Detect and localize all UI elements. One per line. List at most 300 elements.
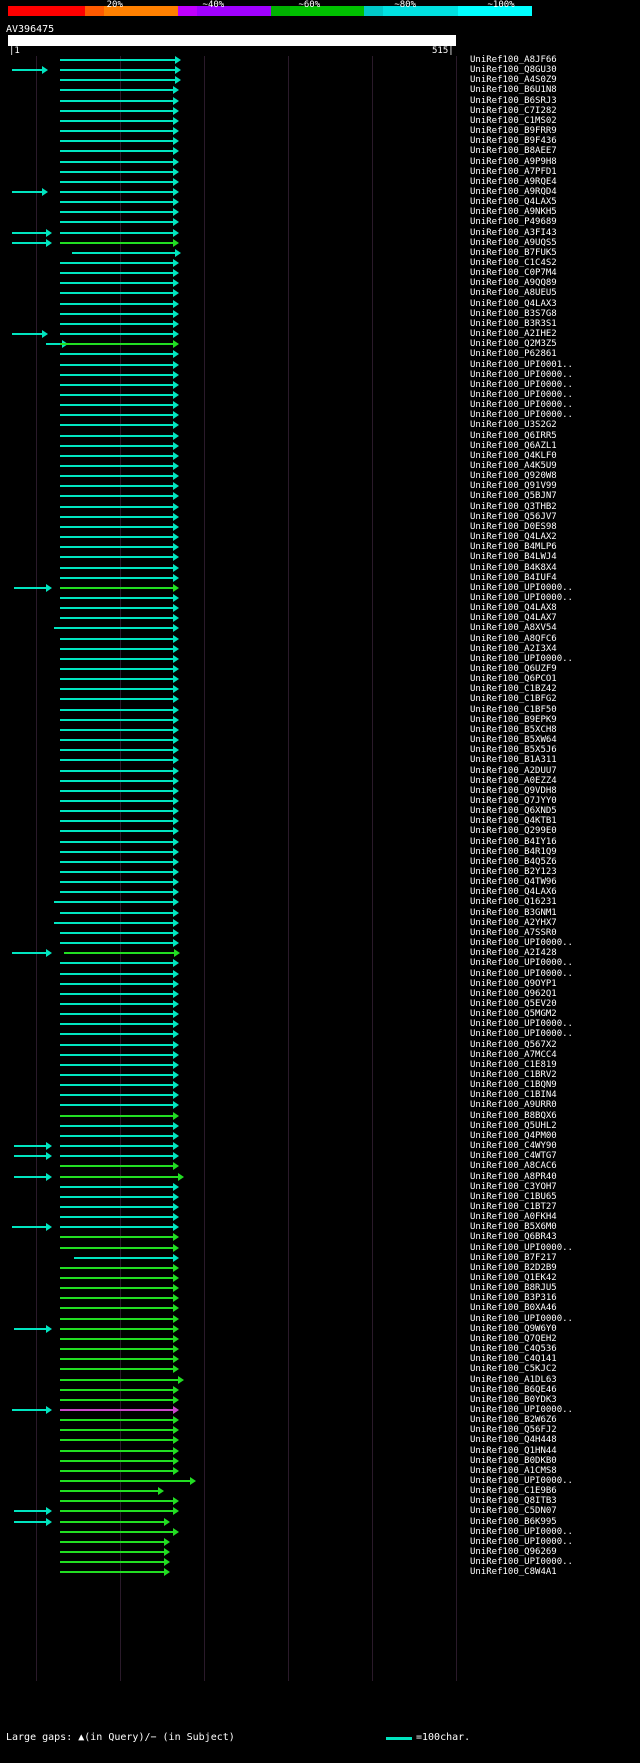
- alignment-row[interactable]: [0, 1274, 640, 1283]
- alignment-segment[interactable]: [60, 719, 173, 721]
- alignment-segment[interactable]: [60, 800, 173, 802]
- hit-label[interactable]: UniRef100_Q4H448: [470, 1435, 557, 1446]
- alignment-segment-lead[interactable]: [14, 1510, 46, 1512]
- alignment-segment[interactable]: [60, 516, 173, 518]
- alignment-segment[interactable]: [60, 1003, 173, 1005]
- alignment-segment[interactable]: [60, 424, 173, 426]
- hit-label[interactable]: UniRef100_B6K995: [470, 1516, 557, 1527]
- hit-label[interactable]: UniRef100_UPI0000..: [470, 582, 573, 593]
- hit-label[interactable]: UniRef100_A8XV54: [470, 623, 557, 634]
- alignment-segment[interactable]: [60, 455, 173, 457]
- alignment-segment[interactable]: [60, 1480, 190, 1482]
- alignment-row[interactable]: [0, 848, 640, 857]
- alignment-segment[interactable]: [60, 1115, 173, 1117]
- alignment-segment[interactable]: [60, 1186, 173, 1188]
- alignment-row[interactable]: [0, 401, 640, 410]
- alignment-row[interactable]: [0, 1173, 640, 1182]
- hit-label[interactable]: UniRef100_UPI0000..: [470, 1019, 573, 1030]
- alignment-segment[interactable]: [60, 861, 173, 863]
- alignment-row[interactable]: [0, 188, 640, 197]
- alignment-segment[interactable]: [60, 1216, 173, 1218]
- hit-label[interactable]: UniRef100_B3P316: [470, 1293, 557, 1304]
- alignment-segment[interactable]: [60, 1064, 173, 1066]
- alignment-row[interactable]: [0, 1304, 640, 1313]
- alignment-row[interactable]: [0, 158, 640, 167]
- alignment-row[interactable]: [0, 421, 640, 430]
- hit-label[interactable]: UniRef100_B9FRR9: [470, 126, 557, 137]
- alignment-row[interactable]: [0, 523, 640, 532]
- hit-label[interactable]: UniRef100_A3FI43: [470, 227, 557, 238]
- alignment-row[interactable]: [0, 472, 640, 481]
- alignment-row[interactable]: [0, 726, 640, 735]
- alignment-row[interactable]: [0, 208, 640, 217]
- alignment-segment[interactable]: [60, 1450, 173, 1452]
- hit-label[interactable]: UniRef100_A9RQD4: [470, 186, 557, 197]
- alignment-segment[interactable]: [60, 709, 173, 711]
- alignment-row[interactable]: [0, 279, 640, 288]
- hit-label[interactable]: UniRef100_UPI0000..: [470, 1313, 573, 1324]
- alignment-row[interactable]: [0, 1030, 640, 1039]
- hit-label[interactable]: UniRef100_Q6IRR5: [470, 430, 557, 441]
- hit-label[interactable]: UniRef100_A9URR0: [470, 1100, 557, 1111]
- alignment-segment[interactable]: [60, 323, 173, 325]
- alignment-segment[interactable]: [60, 89, 173, 91]
- hit-label[interactable]: UniRef100_Q5MGM2: [470, 1009, 557, 1020]
- hit-label[interactable]: UniRef100_Q9W6Y0: [470, 1323, 557, 1334]
- alignment-row[interactable]: [0, 1325, 640, 1334]
- alignment-segment-lead[interactable]: [12, 1409, 46, 1411]
- alignment-row[interactable]: [0, 1528, 640, 1537]
- hit-label[interactable]: UniRef100_C4WTG7: [470, 1151, 557, 1162]
- alignment-row[interactable]: [0, 1254, 640, 1263]
- alignment-row[interactable]: [0, 198, 640, 207]
- alignment-segment[interactable]: [60, 445, 173, 447]
- hit-label[interactable]: UniRef100_C1MS02: [470, 115, 557, 126]
- alignment-row[interactable]: [0, 777, 640, 786]
- alignment-segment[interactable]: [60, 1571, 164, 1573]
- alignment-segment[interactable]: [60, 1328, 173, 1330]
- alignment-segment[interactable]: [60, 313, 173, 315]
- alignment-row[interactable]: [0, 980, 640, 989]
- alignment-segment[interactable]: [60, 973, 173, 975]
- hit-label[interactable]: UniRef100_Q4LAX8: [470, 603, 557, 614]
- alignment-segment[interactable]: [60, 69, 175, 71]
- alignment-row[interactable]: [0, 350, 640, 359]
- hit-label[interactable]: UniRef100_UPI0000..: [470, 1536, 573, 1547]
- alignment-row[interactable]: [0, 462, 640, 471]
- hit-label[interactable]: UniRef100_Q6UZF9: [470, 664, 557, 674]
- alignment-row[interactable]: [0, 492, 640, 501]
- alignment-row[interactable]: [0, 411, 640, 420]
- alignment-segment[interactable]: [60, 1044, 173, 1046]
- hit-label[interactable]: UniRef100_B6SRJ3: [470, 95, 557, 106]
- alignment-segment[interactable]: [54, 627, 173, 629]
- hit-label[interactable]: UniRef100_UPI0000..: [470, 1476, 573, 1486]
- alignment-row[interactable]: [0, 1548, 640, 1557]
- alignment-segment[interactable]: [60, 201, 173, 203]
- alignment-row[interactable]: [0, 452, 640, 461]
- alignment-segment[interactable]: [60, 810, 173, 812]
- alignment-segment-lead[interactable]: [14, 1328, 46, 1330]
- hit-label[interactable]: UniRef100_B2Y123: [470, 867, 557, 877]
- hit-label[interactable]: UniRef100_A8PR40: [470, 1171, 557, 1182]
- alignment-segment[interactable]: [60, 1561, 164, 1563]
- alignment-row[interactable]: [0, 1477, 640, 1486]
- alignment-segment[interactable]: [60, 1104, 173, 1106]
- alignment-row[interactable]: [0, 56, 640, 65]
- alignment-row[interactable]: [0, 919, 640, 928]
- hit-label[interactable]: UniRef100_B9EPK9: [470, 714, 557, 725]
- alignment-row[interactable]: [0, 1386, 640, 1395]
- hit-label[interactable]: UniRef100_A1CMS8: [470, 1465, 557, 1476]
- alignment-segment[interactable]: [60, 526, 173, 528]
- hit-label[interactable]: UniRef100_B8AEE7: [470, 146, 557, 157]
- alignment-row[interactable]: [0, 218, 640, 227]
- alignment-segment[interactable]: [60, 658, 173, 660]
- hit-label[interactable]: UniRef100_A9NKH5: [470, 207, 557, 218]
- alignment-segment[interactable]: [60, 1490, 158, 1492]
- hit-label[interactable]: UniRef100_A0FKH4: [470, 1212, 557, 1223]
- alignment-segment[interactable]: [60, 130, 173, 132]
- alignment-row[interactable]: [0, 533, 640, 542]
- alignment-segment[interactable]: [60, 739, 173, 741]
- alignment-segment[interactable]: [60, 404, 173, 406]
- alignment-segment[interactable]: [60, 100, 173, 102]
- alignment-row[interactable]: [0, 1122, 640, 1131]
- alignment-segment-lead[interactable]: [12, 232, 46, 234]
- alignment-segment[interactable]: [60, 648, 173, 650]
- hit-label[interactable]: UniRef100_A9UQS5: [470, 237, 557, 248]
- alignment-segment[interactable]: [60, 1318, 173, 1320]
- hit-label[interactable]: UniRef100_A7PFD1: [470, 166, 557, 177]
- hit-label[interactable]: UniRef100_A8CAC6: [470, 1161, 557, 1172]
- hit-label[interactable]: UniRef100_B3GNM1: [470, 907, 557, 918]
- alignment-segment[interactable]: [60, 120, 173, 122]
- hit-label[interactable]: UniRef100_B5XW64: [470, 735, 557, 746]
- alignment-segment[interactable]: [60, 1510, 173, 1512]
- hit-label[interactable]: UniRef100_B6U1N8: [470, 85, 557, 96]
- alignment-segment[interactable]: [60, 161, 173, 163]
- alignment-row[interactable]: [0, 838, 640, 847]
- alignment-row[interactable]: [0, 645, 640, 654]
- alignment-segment[interactable]: [60, 1084, 173, 1086]
- alignment-row[interactable]: [0, 442, 640, 451]
- hit-label[interactable]: UniRef100_A2DUU7: [470, 765, 557, 776]
- hit-label[interactable]: UniRef100_C1C4S2: [470, 258, 557, 268]
- alignment-segment[interactable]: [60, 983, 173, 985]
- alignment-row[interactable]: [0, 1193, 640, 1202]
- alignment-segment[interactable]: [60, 1521, 164, 1523]
- alignment-segment[interactable]: [60, 841, 173, 843]
- alignment-row[interactable]: [0, 574, 640, 583]
- alignment-segment[interactable]: [60, 1135, 173, 1137]
- hit-label[interactable]: UniRef100_Q6BR43: [470, 1232, 557, 1243]
- alignment-row[interactable]: [0, 249, 640, 258]
- alignment-row[interactable]: [0, 432, 640, 441]
- hit-label[interactable]: UniRef100_A0EZZ4: [470, 775, 557, 786]
- hit-label[interactable]: UniRef100_C4WY90: [470, 1141, 557, 1152]
- alignment-row[interactable]: [0, 736, 640, 745]
- alignment-segment[interactable]: [60, 435, 173, 437]
- alignment-row[interactable]: [0, 1507, 640, 1516]
- hit-label[interactable]: UniRef100_Q4LAX5: [470, 197, 557, 208]
- alignment-row[interactable]: [0, 1213, 640, 1222]
- hit-label[interactable]: UniRef100_UPI0001..: [470, 359, 573, 370]
- hit-label[interactable]: UniRef100_Q7QEH2: [470, 1333, 557, 1344]
- alignment-segment[interactable]: [60, 1551, 164, 1553]
- hit-label[interactable]: UniRef100_Q4LAX7: [470, 613, 557, 624]
- alignment-segment-lead[interactable]: [12, 191, 42, 193]
- alignment-row[interactable]: [0, 1152, 640, 1161]
- alignment-segment[interactable]: [54, 901, 173, 903]
- hit-label[interactable]: UniRef100_C1BFG2: [470, 694, 557, 705]
- alignment-row[interactable]: [0, 1497, 640, 1506]
- alignment-row[interactable]: [0, 1000, 640, 1009]
- hit-label[interactable]: UniRef100_Q962Q1: [470, 988, 557, 999]
- hit-label[interactable]: UniRef100_B4IY16: [470, 836, 557, 847]
- alignment-segment[interactable]: [60, 1338, 173, 1340]
- hit-label[interactable]: UniRef100_B4LWJ4: [470, 552, 557, 563]
- hit-label[interactable]: UniRef100_U3S2G2: [470, 420, 557, 431]
- alignment-segment[interactable]: [60, 272, 173, 274]
- alignment-segment[interactable]: [60, 1196, 173, 1198]
- hit-label[interactable]: UniRef100_Q8ITB3: [470, 1496, 557, 1507]
- hit-label[interactable]: UniRef100_B3S7G8: [470, 308, 557, 319]
- alignment-segment[interactable]: [60, 1379, 178, 1381]
- hit-label[interactable]: UniRef100_C5KJC2: [470, 1364, 557, 1375]
- alignment-row[interactable]: [0, 756, 640, 765]
- alignment-segment[interactable]: [60, 1409, 173, 1411]
- alignment-segment[interactable]: [60, 374, 173, 376]
- alignment-segment[interactable]: [54, 922, 173, 924]
- hit-label[interactable]: UniRef100_B6QE46: [470, 1384, 557, 1395]
- alignment-row[interactable]: [0, 1071, 640, 1080]
- hit-label[interactable]: UniRef100_B0DKB0: [470, 1455, 557, 1466]
- alignment-segment[interactable]: [60, 567, 173, 569]
- alignment-segment[interactable]: [60, 962, 173, 964]
- alignment-row[interactable]: [0, 482, 640, 491]
- alignment-segment[interactable]: [60, 110, 173, 112]
- hit-label[interactable]: UniRef100_B2D2B9: [470, 1262, 557, 1273]
- alignment-segment[interactable]: [60, 749, 173, 751]
- hit-label[interactable]: UniRef100_Q8GU30: [470, 65, 557, 76]
- alignment-row[interactable]: [0, 1457, 640, 1466]
- alignment-row[interactable]: [0, 117, 640, 126]
- hit-label[interactable]: UniRef100_B8BQX6: [470, 1110, 557, 1121]
- alignment-segment[interactable]: [60, 475, 173, 477]
- alignment-segment[interactable]: [60, 1023, 173, 1025]
- hit-label[interactable]: UniRef100_Q299E0: [470, 826, 557, 837]
- alignment-row[interactable]: [0, 239, 640, 248]
- alignment-row[interactable]: [0, 1315, 640, 1324]
- hit-label[interactable]: UniRef100_A1DL63: [470, 1374, 557, 1385]
- alignment-row[interactable]: [0, 909, 640, 918]
- alignment-row[interactable]: [0, 1436, 640, 1445]
- hit-label[interactable]: UniRef100_Q7JYY0: [470, 795, 557, 806]
- hit-label[interactable]: UniRef100_Q56JV7: [470, 511, 557, 522]
- alignment-row[interactable]: [0, 594, 640, 603]
- alignment-row[interactable]: [0, 76, 640, 85]
- hit-label[interactable]: UniRef100_B4K8X4: [470, 562, 557, 573]
- alignment-segment[interactable]: [60, 851, 173, 853]
- hit-label[interactable]: UniRef100_UPI0000..: [470, 1557, 573, 1568]
- alignment-segment[interactable]: [60, 495, 173, 497]
- alignment-row[interactable]: [0, 543, 640, 552]
- hit-label[interactable]: UniRef100_A2IHE2: [470, 329, 557, 340]
- alignment-row[interactable]: [0, 949, 640, 958]
- alignment-row[interactable]: [0, 1416, 640, 1425]
- alignment-segment[interactable]: [60, 1297, 173, 1299]
- alignment-row[interactable]: [0, 797, 640, 806]
- alignment-row[interactable]: [0, 97, 640, 106]
- hit-label[interactable]: UniRef100_Q4KLF0: [470, 450, 557, 461]
- hit-label[interactable]: UniRef100_B5X5J6: [470, 745, 557, 756]
- alignment-segment[interactable]: [60, 506, 173, 508]
- alignment-segment[interactable]: [60, 556, 173, 558]
- alignment-row[interactable]: [0, 361, 640, 370]
- alignment-row[interactable]: [0, 939, 640, 948]
- alignment-segment[interactable]: [60, 1358, 173, 1360]
- alignment-row[interactable]: [0, 381, 640, 390]
- alignment-segment[interactable]: [60, 932, 173, 934]
- hit-label[interactable]: UniRef100_Q9VDH8: [470, 785, 557, 796]
- hit-label[interactable]: UniRef100_C3YOH7: [470, 1181, 557, 1192]
- alignment-row[interactable]: [0, 513, 640, 522]
- hit-label[interactable]: UniRef100_Q5EV20: [470, 998, 557, 1009]
- alignment-row[interactable]: [0, 1335, 640, 1344]
- alignment-segment[interactable]: [60, 1236, 173, 1238]
- alignment-segment[interactable]: [60, 242, 173, 244]
- alignment-row[interactable]: [0, 1101, 640, 1110]
- alignment-row[interactable]: [0, 1233, 640, 1242]
- alignment-segment[interactable]: [60, 394, 173, 396]
- alignment-row[interactable]: [0, 107, 640, 116]
- alignment-row[interactable]: [0, 624, 640, 633]
- alignment-segment[interactable]: [60, 1368, 173, 1370]
- alignment-row[interactable]: [0, 1467, 640, 1476]
- alignment-row[interactable]: [0, 604, 640, 613]
- alignment-segment[interactable]: [60, 1094, 173, 1096]
- alignment-row[interactable]: [0, 959, 640, 968]
- hit-label[interactable]: UniRef100_B4Q5Z6: [470, 856, 557, 867]
- alignment-segment[interactable]: [60, 830, 173, 832]
- hit-label[interactable]: UniRef100_C1BQN9: [470, 1080, 557, 1091]
- alignment-segment[interactable]: [60, 1267, 173, 1269]
- alignment-segment-lead[interactable]: [14, 587, 46, 589]
- hit-label[interactable]: UniRef100_A8JF66: [470, 55, 557, 65]
- alignment-row[interactable]: [0, 1264, 640, 1273]
- alignment-row[interactable]: [0, 1518, 640, 1527]
- alignment-row[interactable]: [0, 147, 640, 156]
- hit-label[interactable]: UniRef100_P49689: [470, 217, 557, 228]
- alignment-segment[interactable]: [60, 303, 173, 305]
- hit-label[interactable]: UniRef100_C1BIN4: [470, 1090, 557, 1101]
- alignment-segment[interactable]: [60, 1074, 173, 1076]
- alignment-segment[interactable]: [60, 1206, 173, 1208]
- hit-label[interactable]: UniRef100_C1BU65: [470, 1191, 557, 1202]
- alignment-segment[interactable]: [60, 364, 173, 366]
- alignment-segment[interactable]: [60, 292, 173, 294]
- alignment-segment[interactable]: [60, 759, 173, 761]
- hit-label[interactable]: UniRef100_Q567X2: [470, 1039, 557, 1050]
- alignment-row[interactable]: [0, 807, 640, 816]
- alignment-segment[interactable]: [60, 262, 173, 264]
- hit-label[interactable]: UniRef100_UPI0000..: [470, 1242, 573, 1253]
- hit-label[interactable]: UniRef100_UPI0000..: [470, 968, 573, 979]
- alignment-row[interactable]: [0, 66, 640, 75]
- alignment-row[interactable]: [0, 1355, 640, 1364]
- hit-label[interactable]: UniRef100_Q6PCO1: [470, 674, 557, 685]
- alignment-segment-lead[interactable]: [12, 69, 42, 71]
- alignment-row[interactable]: [0, 1162, 640, 1171]
- alignment-segment[interactable]: [60, 384, 173, 386]
- alignment-row[interactable]: [0, 1568, 640, 1577]
- alignment-row[interactable]: [0, 868, 640, 877]
- alignment-segment[interactable]: [60, 1287, 173, 1289]
- alignment-row[interactable]: [0, 86, 640, 95]
- alignment-segment[interactable]: [60, 1033, 173, 1035]
- alignment-row[interactable]: [0, 1091, 640, 1100]
- alignment-segment[interactable]: [60, 140, 173, 142]
- alignment-row[interactable]: [0, 1223, 640, 1232]
- hit-label[interactable]: UniRef100_UPI0000..: [470, 653, 573, 664]
- alignment-segment[interactable]: [60, 1307, 173, 1309]
- alignment-segment[interactable]: [60, 1247, 173, 1249]
- alignment-segment-lead[interactable]: [14, 1145, 46, 1147]
- hit-label[interactable]: UniRef100_C5DN07: [470, 1506, 557, 1517]
- alignment-row[interactable]: [0, 1132, 640, 1141]
- alignment-segment-lead[interactable]: [14, 1521, 46, 1523]
- alignment-segment[interactable]: [60, 1013, 173, 1015]
- hit-label[interactable]: UniRef100_UPI0000..: [470, 389, 573, 400]
- hit-label[interactable]: UniRef100_UPI0000..: [470, 379, 573, 390]
- alignment-row[interactable]: [0, 665, 640, 674]
- alignment-row[interactable]: [0, 1081, 640, 1090]
- alignment-segment[interactable]: [60, 1429, 173, 1431]
- alignment-segment[interactable]: [60, 211, 173, 213]
- alignment-segment[interactable]: [60, 59, 175, 61]
- hit-label[interactable]: UniRef100_B0XA46: [470, 1303, 557, 1314]
- alignment-segment[interactable]: [60, 729, 173, 731]
- alignment-segment[interactable]: [60, 1226, 173, 1228]
- alignment-segment[interactable]: [60, 1399, 173, 1401]
- hit-label[interactable]: UniRef100_Q5UHL2: [470, 1120, 557, 1131]
- alignment-row[interactable]: [0, 503, 640, 512]
- alignment-segment[interactable]: [60, 546, 173, 548]
- alignment-segment[interactable]: [60, 688, 173, 690]
- alignment-segment[interactable]: [74, 1257, 173, 1259]
- alignment-row[interactable]: [0, 300, 640, 309]
- alignment-segment-lead[interactable]: [12, 1226, 46, 1228]
- alignment-row[interactable]: [0, 330, 640, 339]
- alignment-row[interactable]: [0, 320, 640, 329]
- alignment-segment[interactable]: [60, 414, 173, 416]
- alignment-segment-lead[interactable]: [12, 952, 46, 954]
- alignment-row[interactable]: [0, 970, 640, 979]
- hit-label[interactable]: UniRef100_B1A311: [470, 755, 557, 766]
- alignment-segment[interactable]: [60, 577, 173, 579]
- hit-label[interactable]: UniRef100_C1E819: [470, 1059, 557, 1070]
- alignment-segment[interactable]: [60, 597, 173, 599]
- hit-label[interactable]: UniRef100_Q96269: [470, 1547, 557, 1558]
- alignment-row[interactable]: [0, 1365, 640, 1374]
- alignment-segment[interactable]: [60, 1145, 173, 1147]
- hit-label[interactable]: UniRef100_Q56FJ2: [470, 1425, 557, 1436]
- hit-label[interactable]: UniRef100_A9QQ89: [470, 278, 557, 289]
- hit-label[interactable]: UniRef100_B4IUF4: [470, 572, 557, 583]
- alignment-segment[interactable]: [60, 1541, 164, 1543]
- alignment-row[interactable]: [0, 1426, 640, 1435]
